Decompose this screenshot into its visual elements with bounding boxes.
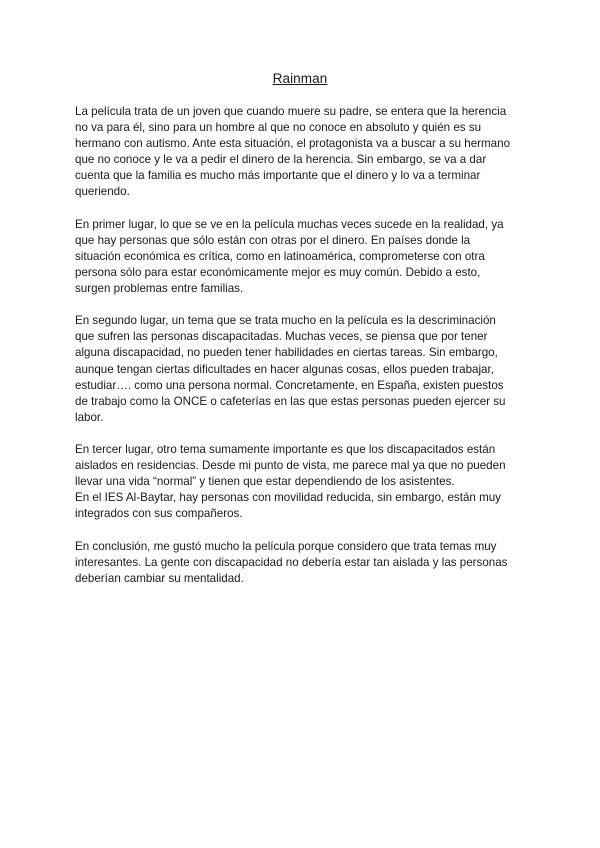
paragraph-4: [75, 442, 535, 522]
text-line: que sufren las personas discapacitadas. Muchas veces, se piensa que por tener: [75, 330, 488, 344]
text-line: aislados en residencias. Desde mi punto de vista, me parece mal ya que no pueden: [75, 459, 506, 473]
text-line: En tercer lugar, otro tema sumamente importante es que los discapacitados están: [75, 442, 496, 456]
text-line: queriendo.: [75, 185, 130, 199]
text-line: interesantes. La gente con discapacidad no debería estar tan aislada y las personas: [75, 555, 508, 569]
paragraph-2: [75, 217, 535, 297]
text-line: no va para él, sino para un hombre al que no conoce en absoluto y quién es su: [75, 121, 482, 135]
text-line: La película trata de un joven que cuando muere su padre, se entera que la herencia: [75, 105, 507, 118]
text-line: En el IES Al-Baytar, hay personas con movilidad reducida, sin embargo, están muy: [75, 491, 501, 505]
text-line: En conclusión, me gustó mucho la película porque considero que trata temas muy: [75, 539, 497, 553]
text-line: hermano con autismo. Ante esta situación, el protagonista va a buscar a su hermano: [75, 137, 511, 151]
text-line: que no conoce y le va a pedir el dinero de la herencia. Sin embargo, se va a dar: [75, 153, 487, 167]
text-line: En primer lugar, lo que se ve en la película muchas veces sucede en la realidad, ya: [75, 217, 504, 231]
text-line: En segundo lugar, un tema que se trata mucho en la película es la descriminación: [75, 314, 496, 328]
text-line: llevar una vida “normal” y tienen que estar dependiendo de los asistentes.: [75, 475, 455, 489]
text-line: aunque tengan ciertas dificultades en hacer algunas cosas, ellos pueden trabajar,: [75, 362, 494, 376]
text-line: situación económica es crítica, como en latinoamérica, comprometerse con otra: [75, 249, 485, 263]
document-body: [75, 104, 535, 603]
paragraph-3: [75, 313, 535, 426]
text-line: estudiar…. como una persona normal. Concretamente, en España, existen puestos: [75, 378, 504, 392]
text-line: cuenta que la familia es mucho más importante que el dinero y lo va a terminar: [75, 169, 481, 183]
text-line: deberían cambiar su mentalidad.: [75, 571, 244, 585]
text-line: que hay personas que sólo están con otras por el dinero. En países donde la: [75, 233, 471, 247]
text-line: alguna discapacidad, no pueden tener habilidades en ciertas tareas. Sin embargo,: [75, 346, 498, 360]
text-line: surgen problemas entre familias.: [75, 282, 244, 296]
text-line: persona sólo para estar económicamente mejor es muy común. Debido a esto,: [75, 265, 481, 279]
text-line: de trabajo como la ONCE o cafeterías en las que estas personas pueden ejercer su: [75, 394, 506, 408]
text-line: integrados con sus compañeros.: [75, 507, 243, 521]
paragraph-5: [75, 539, 535, 587]
text-line: labor.: [75, 410, 104, 424]
paragraph-1: [75, 104, 535, 201]
page-title: Rainman: [272, 71, 328, 86]
